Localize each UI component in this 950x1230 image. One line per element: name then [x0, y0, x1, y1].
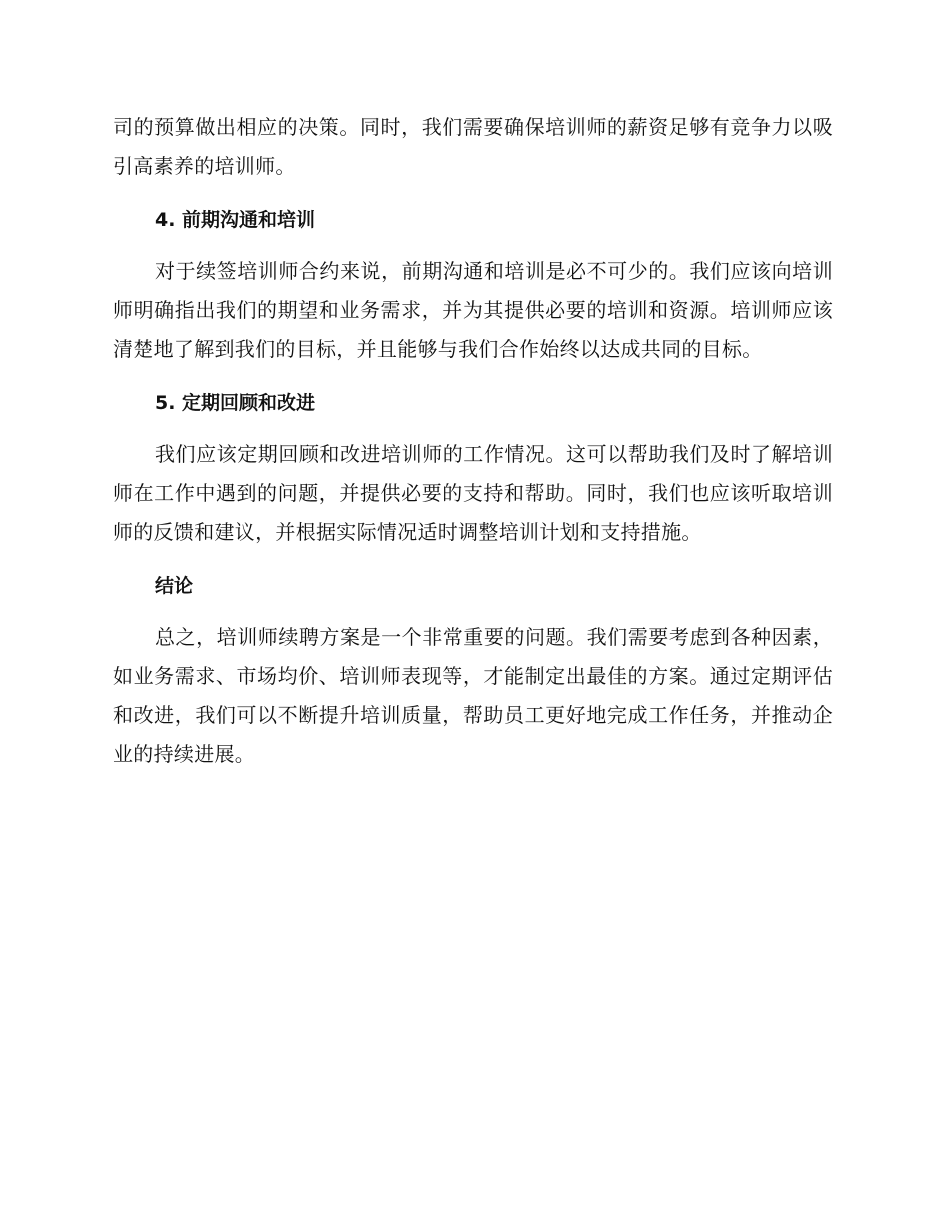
section-paragraph-communication-training: 对于续签培训师合约来说，前期沟通和培训是必不可少的。我们应该向培训师明确指出我们的期望和业务需求，并为其提供必要的培训和资源。培训师应该清楚地了解到我们的目标，并且能够与我们合作始终以达成共同的目标。: [113, 259, 833, 361]
section-heading-review-improve: 5. 定期回顾和改进: [155, 392, 316, 414]
section-heading-communication-training: 4. 前期沟通和培训: [155, 209, 316, 231]
section-paragraph-conclusion: 总之，培训师续聘方案是一个非常重要的问题。我们需要考虑到各种因素，如业务需求、市场均价、培训师表现等，才能制定出最佳的方案。通过定期评估和改进，我们可以不断提升培训质量，帮助员工更好地完成工作任务，并推动企业的持续进展。: [113, 625, 833, 766]
section-paragraph-review-improve: 我们应该定期回顾和改进培训师的工作情况。这可以帮助我们及时了解培训师在工作中遇到的问题，并提供必要的支持和帮助。同时，我们也应该听取培训师的反馈和建议，并根据实际情况适时调整培训计划和支持措施。: [113, 442, 833, 544]
intro-paragraph: 司的预算做出相应的决策。同时，我们需要确保培训师的薪资足够有竞争力以吸引高素养的培训师。: [113, 115, 833, 178]
section-heading-conclusion: 结论: [155, 575, 194, 597]
document-body: [113, 108, 833, 774]
